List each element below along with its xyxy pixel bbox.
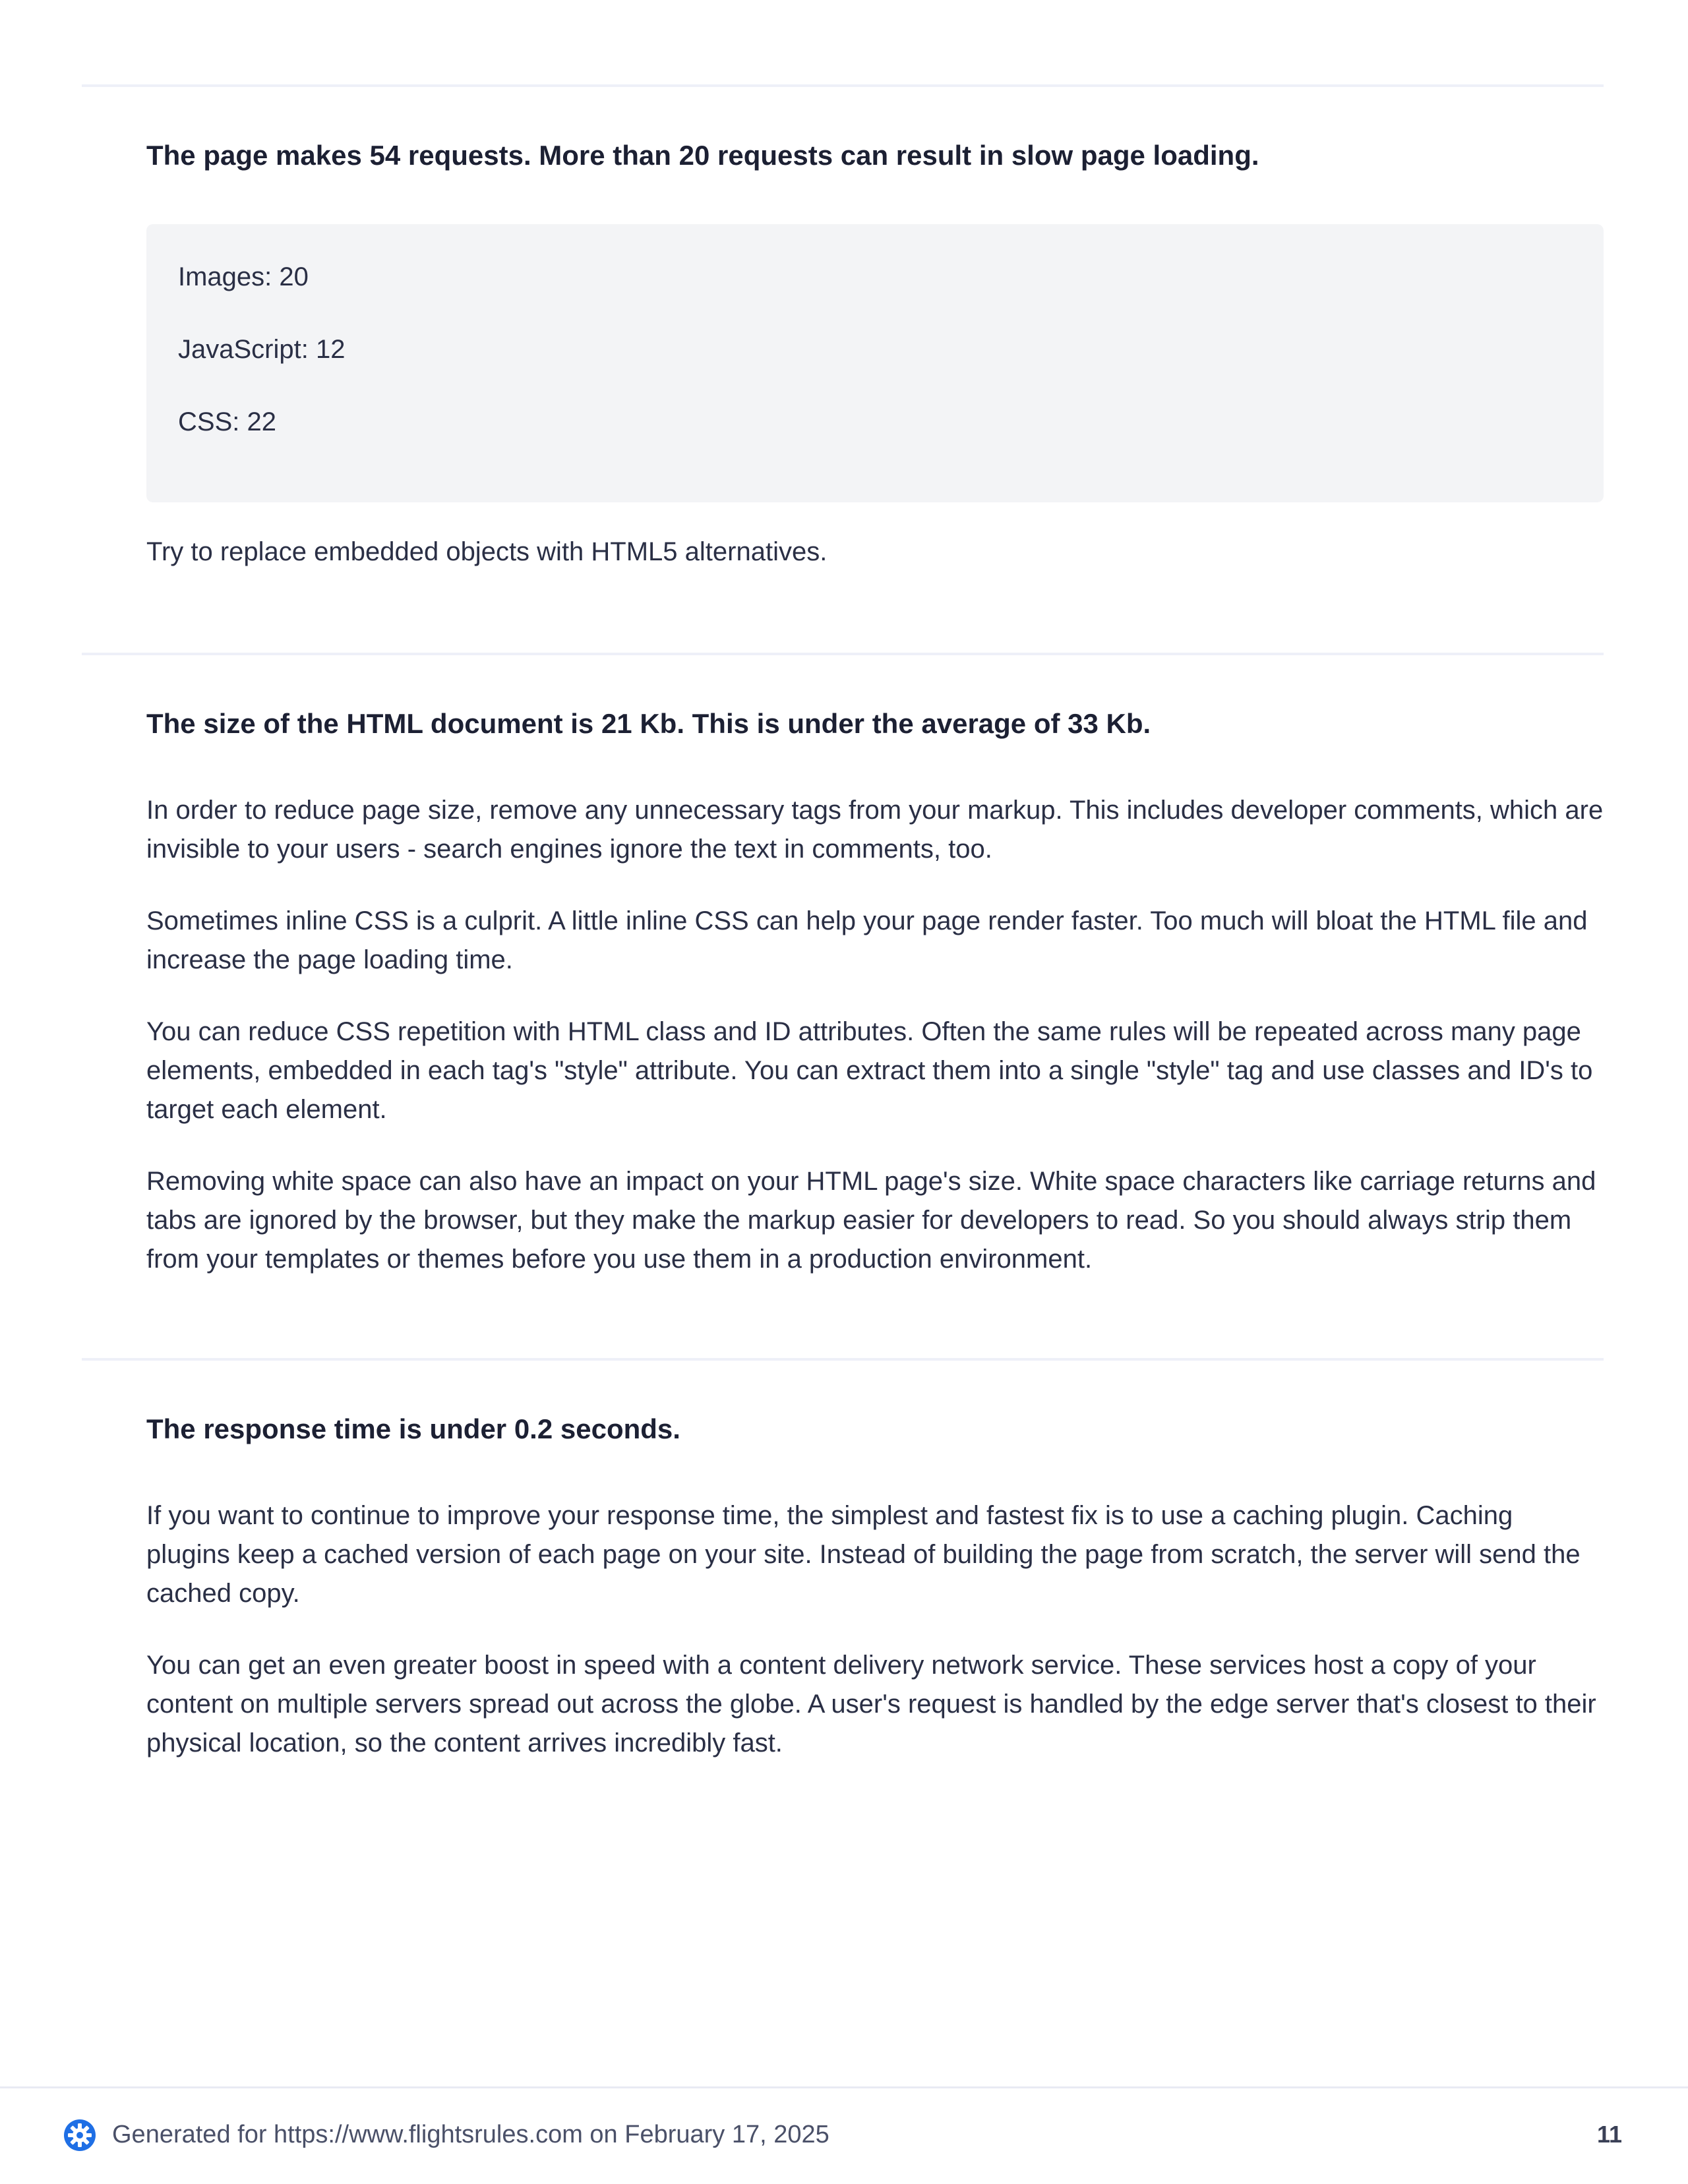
- section-divider-html-size: [82, 653, 1604, 655]
- footer-generated-text: Generated for https://www.flightsrules.com on February 17, 2025: [112, 2121, 829, 2148]
- requests-section: [146, 136, 1604, 175]
- stat-javascript: JavaScript: 12: [178, 335, 346, 364]
- response-time-paragraph: If you want to continue to improve your response time, the simplest and fastest fix is to use a caching plugin. Caching plugins keep a cached version of each page on your site. Instead of building the page from scratch, the server will send the cached copy.: [146, 1501, 1581, 1608]
- stat-css: CSS: 22: [178, 407, 276, 436]
- response-time-section: [146, 1409, 1604, 1796]
- section-divider-response-time: [82, 1358, 1604, 1361]
- response-time-paragraph: You can get an even greater boost in speed with a content delivery network service. These services host a copy of your content on multiple servers spread out across the globe. A user's request is handled by the edge server that's closest to their physical location, so the content arrives incredibly fast.: [146, 1651, 1596, 1757]
- page-footer: [63, 2115, 1622, 2154]
- html-size-paragraph: Removing white space can also have an impact on your HTML page's size. White space characters like carriage returns and tabs are ignored by the browser, but they make the markup easier for developers to read. So you should always strip them from your templates or themes before you use them in a production environment.: [146, 1167, 1596, 1274]
- html-size-heading: The size of the HTML document is 21 Kb. This is under the average of 33 Kb.: [146, 708, 1151, 739]
- response-time-heading: The response time is under 0.2 seconds.: [146, 1413, 680, 1444]
- html-size-paragraph: Sometimes inline CSS is a culprit. A little inline CSS can help your page render faster. Too much will bloat the HTML file and increase the page loading time.: [146, 906, 1588, 974]
- section-divider-top: [82, 84, 1604, 87]
- html-size-section: [146, 704, 1604, 1312]
- footer-divider: [0, 2086, 1688, 2088]
- gear-badge-icon: [63, 2119, 96, 2152]
- html-size-paragraph: You can reduce CSS repetition with HTML class and ID attributes. Often the same rules will be repeated across many page elements, embedded in each tag's "style" attribute. You can extract them into a single "style" tag and use classes and ID's to target each element.: [146, 1017, 1593, 1124]
- stat-images: Images: 20: [178, 262, 309, 291]
- request-stats-box: [146, 224, 1604, 502]
- html-size-paragraph: In order to reduce page size, remove any unnecessary tags from your markup. This includes developer comments, which are invisible to your users - search engines ignore the text in comments, too.: [146, 796, 1604, 864]
- page-number: 11: [1596, 2121, 1622, 2148]
- requests-note-block: [146, 533, 1604, 605]
- requests-heading: The page makes 54 requests. More than 20 requests can result in slow page loading.: [146, 140, 1259, 171]
- requests-note: Try to replace embedded objects with HTML5 alternatives.: [146, 537, 828, 566]
